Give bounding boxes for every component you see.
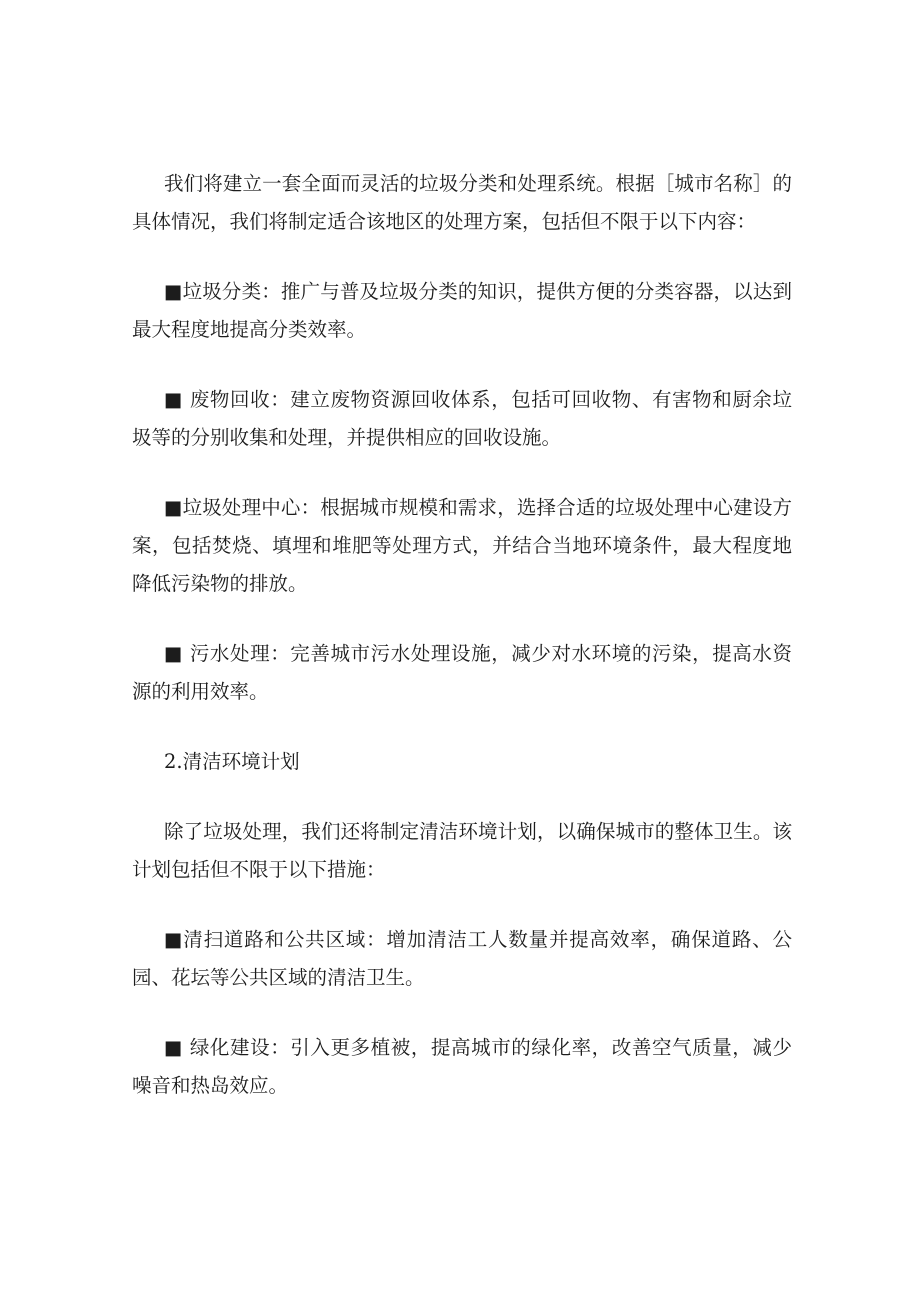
intro-paragraph (132, 165, 792, 241)
bullet-waste-recycling-text: 废物回收：建立废物资源回收体系，包括可回收物、有害物和厨余垃圾等的分别收集和处理，并提供相应的回收设施。 (132, 388, 792, 449)
intro-paragraph-text: 我们将建立一套全面而灵活的垃圾分类和处理系统。根据［城市名称］的具体情况，我们将制定适合该地区的处理方案，包括但不限于以下内容： (132, 172, 792, 233)
bullet-square-icon: ■ (164, 1036, 184, 1059)
bullet-square-icon: ■ (164, 280, 183, 303)
bullet-square-icon: ■ (164, 388, 184, 411)
bullet-street-cleaning-text: 清扫道路和公共区域：增加清洁工人数量并提高效率，确保道路、公园、花坛等公共区域的清洁卫生。 (132, 928, 792, 989)
section-heading-text: 2.清洁环境计划 (164, 750, 300, 773)
clean-plan-paragraph-text: 除了垃圾处理，我们还将制定清洁环境计划，以确保城市的整体卫生。该计划包括但不限于以下措施： (132, 820, 792, 881)
bullet-street-cleaning (132, 921, 792, 997)
bullet-waste-sorting (132, 273, 792, 349)
bullet-greening (132, 1029, 792, 1105)
bullet-processing-center (132, 489, 792, 603)
bullet-processing-center-text: 垃圾处理中心：根据城市规模和需求，选择合适的垃圾处理中心建设方案，包括焚烧、填埋和堆肥等处理方式，并结合当地环境条件，最大程度地降低污染物的排放。 (132, 496, 792, 595)
document-body (132, 165, 792, 1137)
bullet-waste-sorting-text: 垃圾分类：推广与普及垃圾分类的知识，提供方便的分类容器，以达到最大程度地提高分类效率。 (132, 280, 792, 341)
bullet-square-icon: ■ (164, 496, 183, 519)
clean-plan-paragraph (132, 813, 792, 889)
bullet-greening-text: 绿化建设：引入更多植被，提高城市的绿化率，改善空气质量，减少噪音和热岛效应。 (132, 1036, 792, 1097)
bullet-square-icon: ■ (164, 642, 184, 665)
bullet-sewage-treatment-text: 污水处理：完善城市污水处理设施，减少对水环境的污染，提高水资源的利用效率。 (132, 642, 792, 703)
section-heading-clean-environment (132, 743, 792, 781)
bullet-square-icon: ■ (164, 928, 184, 951)
bullet-sewage-treatment (132, 635, 792, 711)
bullet-waste-recycling (132, 381, 792, 457)
